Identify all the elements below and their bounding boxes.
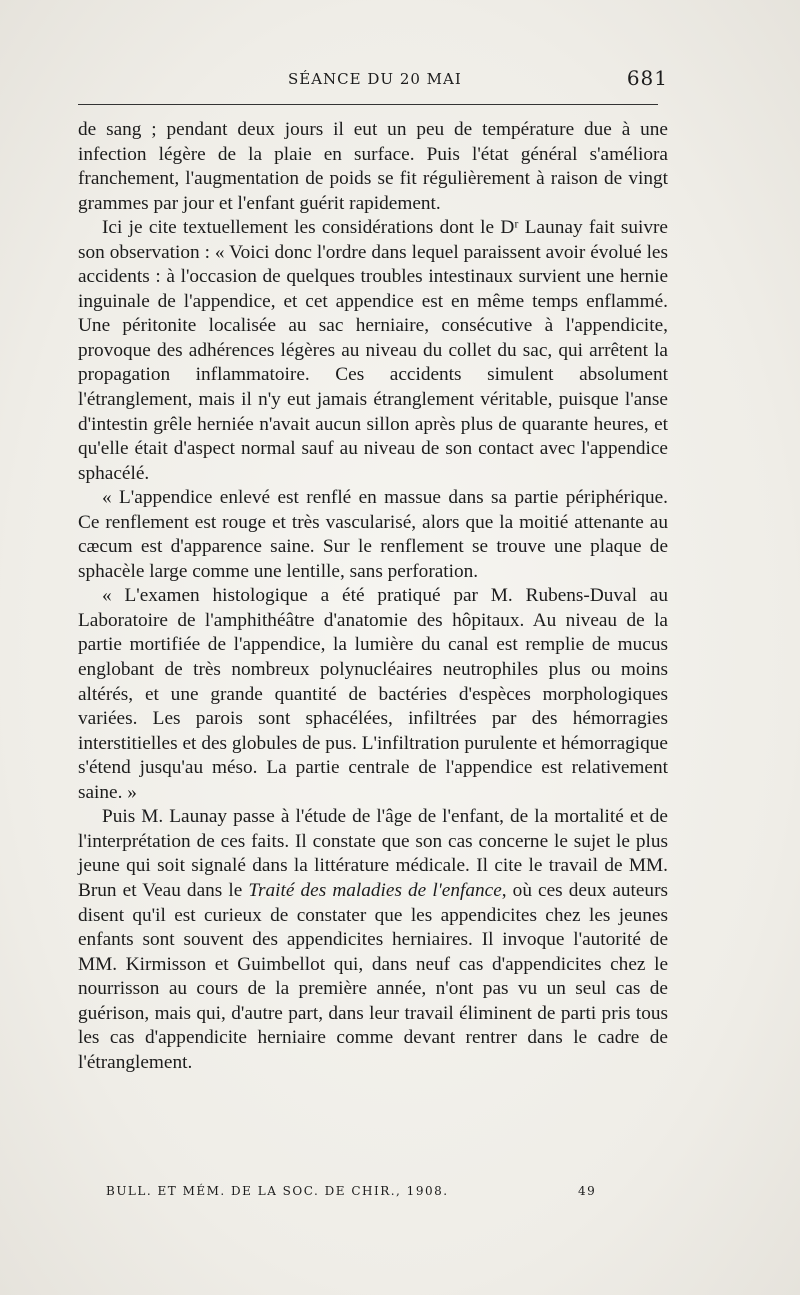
paragraph-3: « L'appendice enlevé est renflé en massue dans sa partie périphérique. Ce renflement est rouge et très vascularisé, alors que la moitié attenante au cæcum est d'apparence saine. Sur le renflement se trouve une plaque de sphacèle large comme une lentille, sans perforation.	[78, 487, 668, 582]
paragraph-5-start: Puis M. Launay passe à l'étude de l'âge de l'enfant, de la mortalité et de l'interprétation de ces faits. Il constate que son cas concerne le sujet le plus jeune qui soit signalé dans la littérature médicale. Il cite le travail de MM. Brun et Veau dans le	[78, 806, 668, 901]
sheet-number: 49	[578, 1184, 597, 1198]
paragraph-4: « L'examen histologique a été pratiqué par M. Rubens-Duval au Laboratoire de l'amphithéâtre d'anatomie des hôpitaux. Au niveau de la partie mortifiée de l'appendice, la lumière du canal est remplie de mucus englobant de très nombreux polynucléaires neutrophiles plus ou moins altérés, et une grande quantité de bactéries d'espèces morphologiques variées. Les parois sont sphacélées, infiltrées par des hémorragies interstitielles et des globules de pus. L'infiltration purulente et hémorragique s'étend jusqu'au méso. La partie centrale de l'appendice est relativement saine. »	[78, 585, 668, 803]
book-title: Traité des maladies de l'enfance	[248, 879, 502, 901]
footer	[78, 1184, 668, 1204]
paragraph-2: Ici je cite textuellement les considérations dont le Dʳ Launay fait suivre son observation : « Voici donc l'ordre dans lequel paraissent avoir évolué les accidents : à l'occasion de quelques troubles intestinaux survient une hernie inguinale de l'appendice, et cet appendice est en même temps enflammé. Une péritonite localisée au sac herniaire, consécutive à l'appendicite, provoque des adhérences légères au niveau du collet du sac, qui arrêtent la propagation inflammatoire. Ces accidents simulent absolument l'étranglement, mais il n'y eut jamais étranglement véritable, puisque l'anse d'intestin grêle herniée n'avait aucun sillon après plus de quarante heures, et qu'elle était d'aspect normal sauf au niveau de son contact avec l'appendice sphacélé.	[78, 217, 668, 484]
paragraph-5-end: , où ces deux auteurs disent qu'il est curieux de constater que les appendicites chez les jeunes enfants sont souvent des appendicites herniaires. Il invoque l'autorité de MM. Kirmisson et Guimbellot qui, dans neuf cas d'appendicites chez le nourrisson au cours de la première année, n'ont pas vu un seul cas de guérison, mais qui, d'autre part, dans leur travail éliminent de parti pris tous les cas d'appendicite herniaire comme devant rentrer dans le cadre de l'étranglement.	[78, 879, 668, 1073]
paragraph-5	[78, 805, 668, 1075]
footer-signature: BULL. ET MÉM. DE LA SOC. DE CHIR., 1908.	[106, 1184, 449, 1198]
running-header	[78, 66, 668, 94]
body-text	[78, 118, 668, 1075]
paragraph-1: de sang ; pendant deux jours il eut un peu de température due à une infection légère de la plaie en surface. Puis l'état général s'améliora franchement, l'augmentation de poids se fit régulièrement à raison de vingt grammes par jour et l'enfant guérit rapidement.	[78, 119, 668, 214]
running-title: SÉANCE DU 20 MAI	[288, 70, 462, 88]
page-number: 681	[626, 66, 668, 90]
header-rule	[78, 104, 658, 105]
